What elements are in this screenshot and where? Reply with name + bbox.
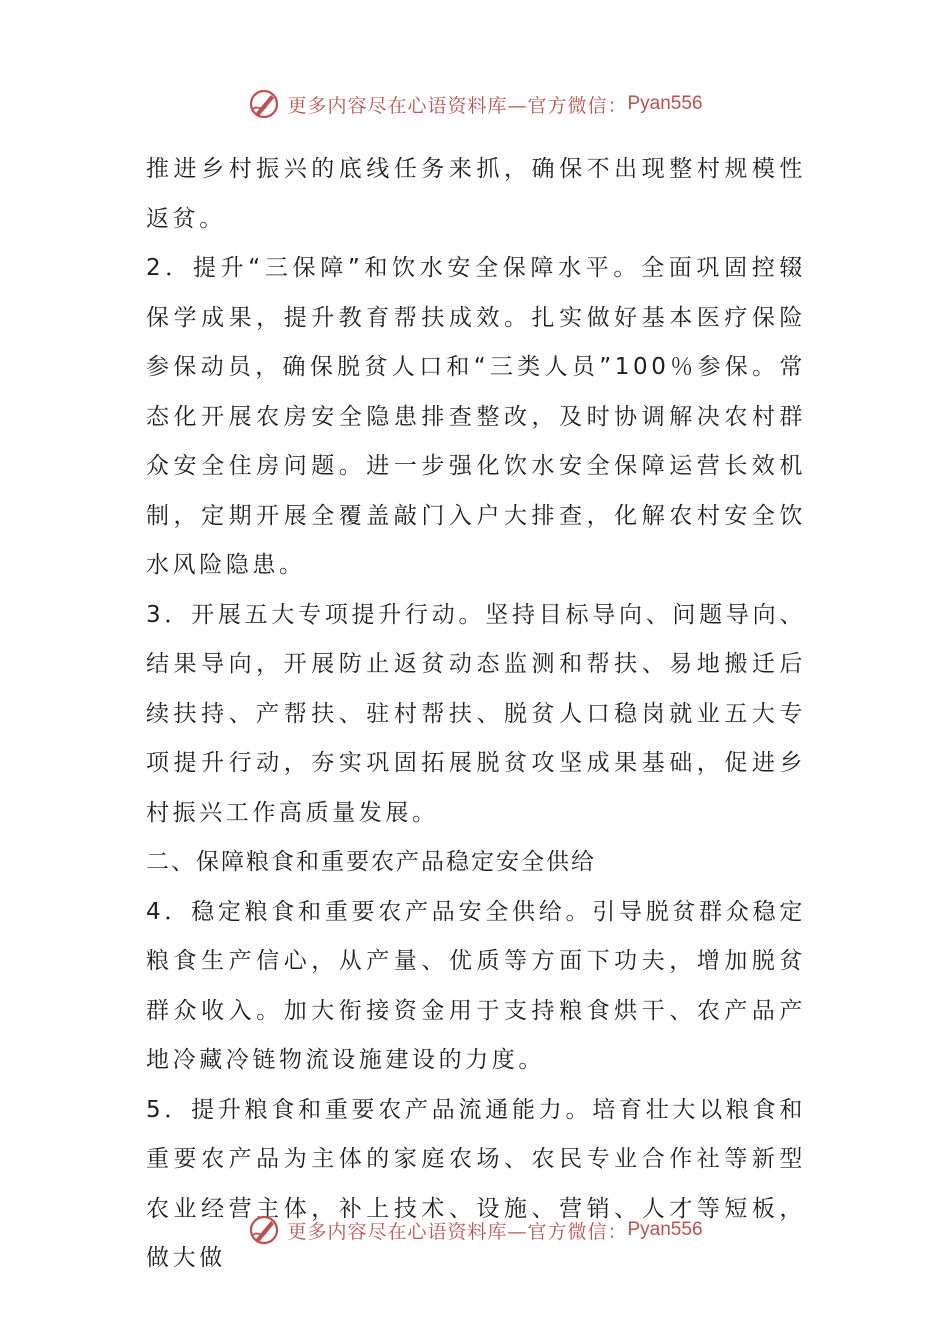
watermark-text: 更多内容尽在心语资料库—官方微信： xyxy=(287,1220,628,1243)
watermark-wechat-id: Pyan556 xyxy=(627,93,703,114)
pen-logo-icon xyxy=(247,87,281,121)
paragraph-item-3: 3．开展五大专项提升行动。坚持目标导向、问题导向、结果导向，开展防止返贫动态监测和帮扶、易地搬迁后续扶持、产帮扶、驻村帮扶、脱贫人口稳岗就业五大专项提升行动，夯实巩固拓展脱贫攻坚成果基础，促进乡村振兴工作高质量发展。 xyxy=(146,601,806,826)
paragraph-item-5: 5．提升粮食和重要农产品流通能力。培育壮大以粮食和重要农产品为主体的家庭农场、农民专业合作社等新型农业经营主体，补上技术、设施、营销、人才等短板，做大做 xyxy=(146,1096,806,1271)
document-body xyxy=(146,145,806,1284)
paragraph-continuation: 推进乡村振兴的底线任务来抓，确保不出现整村规模性返贫。 xyxy=(146,156,806,232)
pen-logo-icon xyxy=(247,1213,281,1247)
paragraph-item-4: 4．稳定粮食和重要农产品安全供给。引导脱贫群众稳定粮食生产信心，从产量、优质等方面下功夫，增加脱贫群众收入。加大衔接资金用于支持粮食烘干、农产品产地冷藏冷链物流设施建设的力度。 xyxy=(146,898,806,1073)
watermark-text: 更多内容尽在心语资料库—官方微信： xyxy=(287,94,628,117)
section-heading: 二、保障粮食和重要农产品稳定安全供给 xyxy=(146,849,596,875)
watermark-header xyxy=(0,82,950,126)
watermark-footer xyxy=(0,1208,950,1252)
paragraph-item-2: 2．提升“三保障”和饮水安全保障水平。全面巩固控辍保学成果，提升教育帮扶成效。扎实做好基本医疗保险参保动员，确保脱贫人口和“三类人员”100％参保。常态化开展农房安全隐患排查整改，及时协调解决农村群众安全住房问题。进一步强化饮水安全保障运营长效机制，定期开展全覆盖敲门入户大排查，化解农村安全饮水风险隐患。 xyxy=(146,255,806,578)
watermark-wechat-id: Pyan556 xyxy=(627,1219,703,1240)
